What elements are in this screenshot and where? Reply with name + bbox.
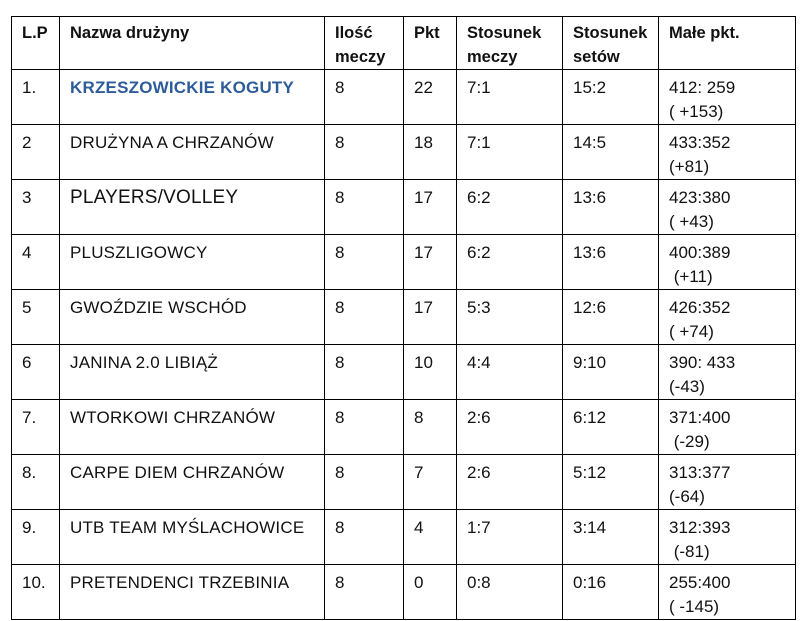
table-row bbox=[12, 125, 796, 180]
header-small-points: Małe pkt. bbox=[659, 17, 796, 70]
cell-set-ratio: 15:2 bbox=[563, 70, 659, 125]
cell-matches: 8 bbox=[325, 565, 404, 620]
small-points-diff: (+11) bbox=[669, 267, 713, 286]
cell-points: 17 bbox=[404, 290, 457, 345]
table-body bbox=[12, 70, 796, 620]
cell-points: 4 bbox=[404, 510, 457, 565]
small-points-score: 433:352 bbox=[669, 133, 731, 152]
header-team: Nazwa drużyny bbox=[60, 17, 325, 70]
cell-lp: 3 bbox=[12, 180, 60, 235]
cell-team: KRZESZOWICKIE KOGUTY bbox=[60, 70, 325, 125]
cell-points: 18 bbox=[404, 125, 457, 180]
cell-team: PRETENDENCI TRZEBINIA bbox=[60, 565, 325, 620]
cell-points: 17 bbox=[404, 235, 457, 290]
cell-small-points bbox=[659, 290, 796, 345]
cell-matches: 8 bbox=[325, 400, 404, 455]
cell-match-ratio: 6:2 bbox=[457, 180, 563, 235]
cell-matches: 8 bbox=[325, 70, 404, 125]
table-row bbox=[12, 70, 796, 125]
small-points-score: 412: 259 bbox=[669, 78, 736, 97]
cell-match-ratio: 7:1 bbox=[457, 125, 563, 180]
cell-lp: 8. bbox=[12, 455, 60, 510]
small-points-score: 312:393 bbox=[669, 518, 731, 537]
small-points-diff: ( +153) bbox=[669, 102, 724, 121]
cell-lp: 7. bbox=[12, 400, 60, 455]
cell-matches: 8 bbox=[325, 235, 404, 290]
cell-set-ratio: 3:14 bbox=[563, 510, 659, 565]
cell-team: UTB TEAM MYŚLACHOWICE bbox=[60, 510, 325, 565]
cell-lp: 1. bbox=[12, 70, 60, 125]
header-match-ratio bbox=[457, 17, 563, 70]
small-points-score: 400:389 bbox=[669, 243, 731, 262]
header-set-ratio-line1: Stosunek bbox=[573, 24, 648, 42]
cell-set-ratio: 9:10 bbox=[563, 345, 659, 400]
cell-points: 22 bbox=[404, 70, 457, 125]
small-points-score: 390: 433 bbox=[669, 353, 736, 372]
cell-match-ratio: 2:6 bbox=[457, 455, 563, 510]
cell-team: DRUŻYNA A CHRZANÓW bbox=[60, 125, 325, 180]
cell-set-ratio: 12:6 bbox=[563, 290, 659, 345]
table-row bbox=[12, 565, 796, 620]
cell-small-points bbox=[659, 510, 796, 565]
cell-set-ratio: 6:12 bbox=[563, 400, 659, 455]
cell-points: 10 bbox=[404, 345, 457, 400]
cell-small-points bbox=[659, 125, 796, 180]
header-lp: L.P bbox=[12, 17, 60, 70]
cell-lp: 4 bbox=[12, 235, 60, 290]
cell-set-ratio: 0:16 bbox=[563, 565, 659, 620]
small-points-diff: ( +43) bbox=[669, 212, 714, 231]
cell-lp: 6 bbox=[12, 345, 60, 400]
cell-match-ratio: 6:2 bbox=[457, 235, 563, 290]
cell-points: 8 bbox=[404, 400, 457, 455]
table-row bbox=[12, 345, 796, 400]
small-points-diff: ( -145) bbox=[669, 597, 720, 616]
cell-small-points bbox=[659, 455, 796, 510]
header-set-ratio bbox=[563, 17, 659, 70]
small-points-score: 423:380 bbox=[669, 188, 731, 207]
cell-match-ratio: 7:1 bbox=[457, 70, 563, 125]
header-matches-line1: Ilość bbox=[335, 24, 373, 42]
header-row bbox=[12, 17, 796, 70]
cell-points: 17 bbox=[404, 180, 457, 235]
header-match-ratio-line2: meczy bbox=[467, 48, 518, 66]
cell-small-points bbox=[659, 400, 796, 455]
cell-team: PLUSZLIGOWCY bbox=[60, 235, 325, 290]
cell-team: JANINA 2.0 LIBIĄŻ bbox=[60, 345, 325, 400]
cell-match-ratio: 1:7 bbox=[457, 510, 563, 565]
cell-set-ratio: 5:12 bbox=[563, 455, 659, 510]
cell-lp: 2 bbox=[12, 125, 60, 180]
cell-set-ratio: 14:5 bbox=[563, 125, 659, 180]
cell-team: WTORKOWI CHRZANÓW bbox=[60, 400, 325, 455]
cell-matches: 8 bbox=[325, 180, 404, 235]
cell-small-points bbox=[659, 345, 796, 400]
small-points-diff: ( +74) bbox=[669, 322, 714, 341]
small-points-score: 313:377 bbox=[669, 463, 731, 482]
cell-small-points bbox=[659, 565, 796, 620]
cell-match-ratio: 0:8 bbox=[457, 565, 563, 620]
cell-lp: 10. bbox=[12, 565, 60, 620]
small-points-diff: (-64) bbox=[669, 487, 705, 506]
header-set-ratio-line2: setów bbox=[573, 48, 620, 66]
cell-small-points bbox=[659, 235, 796, 290]
cell-set-ratio: 13:6 bbox=[563, 180, 659, 235]
cell-team: CARPE DIEM CHRZANÓW bbox=[60, 455, 325, 510]
small-points-score: 371:400 bbox=[669, 408, 731, 427]
header-match-ratio-line1: Stosunek bbox=[467, 24, 542, 42]
standings-table bbox=[11, 16, 796, 620]
small-points-diff: (-81) bbox=[669, 542, 710, 561]
table-row bbox=[12, 235, 796, 290]
small-points-score: 426:352 bbox=[669, 298, 731, 317]
cell-points: 0 bbox=[404, 565, 457, 620]
small-points-diff: (-29) bbox=[669, 432, 710, 451]
cell-matches: 8 bbox=[325, 510, 404, 565]
table-row bbox=[12, 510, 796, 565]
header-points: Pkt bbox=[404, 17, 457, 70]
small-points-score: 255:400 bbox=[669, 573, 731, 592]
cell-matches: 8 bbox=[325, 125, 404, 180]
table-row bbox=[12, 290, 796, 345]
cell-team: GWOŹDZIE WSCHÓD bbox=[60, 290, 325, 345]
cell-small-points bbox=[659, 180, 796, 235]
cell-small-points bbox=[659, 70, 796, 125]
cell-match-ratio: 4:4 bbox=[457, 345, 563, 400]
cell-matches: 8 bbox=[325, 455, 404, 510]
cell-team: PLAYERS/VOLLEY bbox=[60, 180, 325, 235]
cell-matches: 8 bbox=[325, 345, 404, 400]
cell-points: 7 bbox=[404, 455, 457, 510]
cell-lp: 5 bbox=[12, 290, 60, 345]
header-matches bbox=[325, 17, 404, 70]
cell-set-ratio: 13:6 bbox=[563, 235, 659, 290]
table-row bbox=[12, 180, 796, 235]
cell-matches: 8 bbox=[325, 290, 404, 345]
table-row bbox=[12, 400, 796, 455]
cell-match-ratio: 5:3 bbox=[457, 290, 563, 345]
header-matches-line2: meczy bbox=[335, 48, 386, 66]
cell-lp: 9. bbox=[12, 510, 60, 565]
table-header bbox=[12, 17, 796, 70]
small-points-diff: (+81) bbox=[669, 157, 710, 176]
cell-match-ratio: 2:6 bbox=[457, 400, 563, 455]
table-row bbox=[12, 455, 796, 510]
small-points-diff: (-43) bbox=[669, 377, 705, 396]
